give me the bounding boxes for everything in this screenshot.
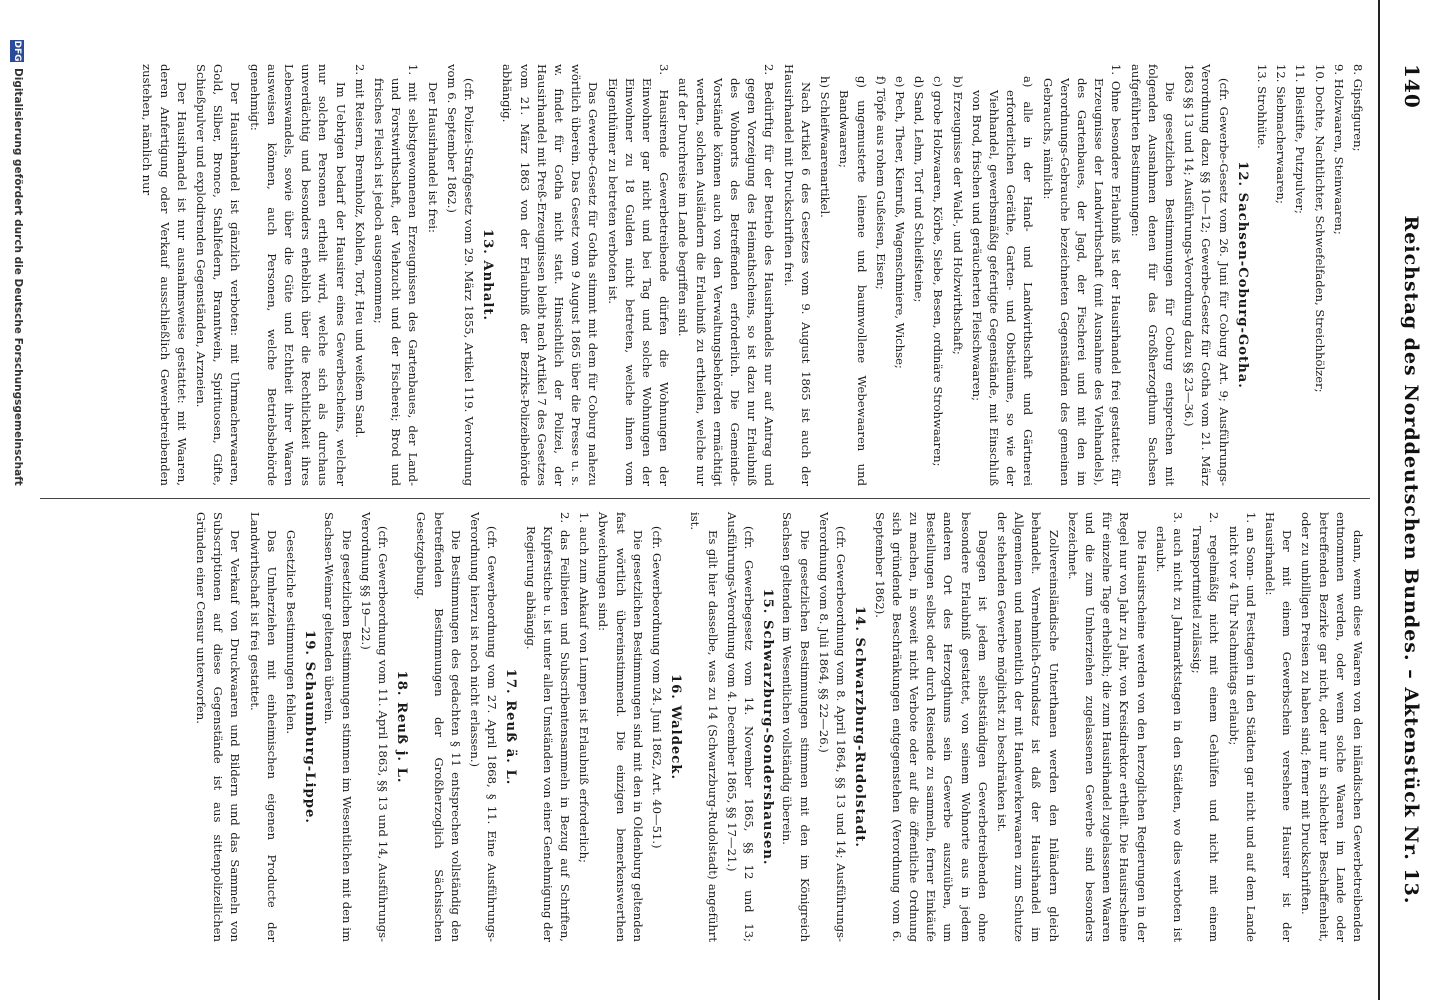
section-reference: (cfr. Gewerbe-Gesetz vom 26. Juni für Coburg Art. 9; Ausführungs-Verordnung dazu §§ 10—12; Gewerbe-Gesetz für Gotha vom 21. März 1863 §§ 13 und 14; Ausführungs-Verordnung dazu §§ 23—36.) bbox=[1182, 64, 1231, 486]
section-title-14: 14. Schwarzburg-Rudolstadt. bbox=[852, 606, 868, 848]
section-reference: (cfr. Gewerbeordnung vom 11. April 1863, §§ 13 und 14, Ausführungs-Verordnung §§ 19—22.) bbox=[358, 512, 391, 942]
list-item: 11. Bleistifte, Putzpulver; bbox=[1293, 64, 1308, 214]
paragraph: Die Bestimmungen des gedachten § 11 entsprechen vollständig den betreffenden Bestimmungen der Großherzoglich Sächsischen Gesetzgebung. bbox=[414, 512, 463, 942]
list-item: 12. Siebmacherwaaren; bbox=[1274, 64, 1289, 204]
list-item: 2. regelmäßig nicht mit einem Gehülfen und nicht mit einem Transportmittel zulässig; bbox=[1190, 512, 1222, 942]
sub-item: g) ungemusterte leinene und baumwollene Webewaaren und Bandwaaren; bbox=[837, 76, 869, 486]
sub-item: h) Schleifwaarenartikel. bbox=[818, 76, 833, 218]
list-item: 9. Holzwaaren, Steinwaaren; bbox=[1331, 64, 1346, 235]
paragraph: Nach Artikel 6 des Gesetzes vom 9. August 1865 ist auch der Hausirhandel mit Druckschriften frei. bbox=[781, 64, 813, 486]
sub-item: c) grobe Holzwaaren, Körbe, Siebe, Besen, ordinäre Strohwaaren; bbox=[931, 76, 946, 467]
section-reference: (cfr. Gewerbeordnung vom 27. April 1868, § 11. Eine Ausführungs-Verordnung hierzu ist noch nicht erlassen.) bbox=[468, 512, 500, 942]
paragraph: 2. Bedürftig für der Betrieb des Hausirhandels nur auf Antrag und gegen Vorzeigung des Heimathscheins, so ist dazu nur Erlaubniß des Wohnorts des Betreffenden erforderlich. Die Gemeinde-Vorstände können auch von den Verwaltungsbehörden ermächtigt werden, solchen Ausländern die Erlaubniß zu ertheilen, welche nur auf der Durchreise im Lande begriffen sind. bbox=[676, 64, 777, 486]
list-item: 3. auch nicht zu Jahrmarktstagen in den Städten, wo dies verboten ist erlaubt. bbox=[1153, 512, 1185, 942]
page-number: 140 bbox=[1400, 64, 1424, 109]
section-title-12: 12. Sachsen-Coburg-Gotha. bbox=[1234, 161, 1250, 389]
right-column bbox=[40, 512, 1366, 942]
list-item: 2. das Feilbieten und Subscribentensammeln in Bezug auf Schriften, Kupferstiche u. ist unter allen Umständen von einer Genehmigung der Regierung abhängig. bbox=[523, 512, 573, 942]
section-reference: (cfr. Gewerbegesetz vom 14. November 1865, §§ 12 und 13; Ausführungs-Verordnung vom 4. December 1865, §§ 17—21.) bbox=[724, 512, 757, 942]
section-title-15: 15. Schwarzburg-Sondershausen. bbox=[760, 588, 776, 866]
paragraph: 1. mit selbstgewonnenen Erzeugnissen des Gartenbaues, der Land- und Forstwirthschaft, der Viehzucht und der Fischerei; Brod und frisches Fleisch ist jedoch ausgenommen; bbox=[372, 64, 421, 486]
list-item: 13. Strohhüte. bbox=[1254, 64, 1269, 149]
left-column bbox=[40, 64, 1366, 486]
footer-text: Digitalisierung gefördert durch die Deutsche Forschungsgemeinschaft bbox=[12, 68, 24, 486]
section-title-13: 13. Anhalt. bbox=[480, 228, 496, 322]
paragraph: Der Hausirhandel ist gänzlich verboten: mit Uhrmacherwaaren, Gold, Silber, Bronce, Stahlfedern, Branntwein, Spirituosen, Gifte, Schießpulver und explodirenden Gegenständen, Arzneien. bbox=[194, 64, 243, 486]
running-title: Reichstag des Norddeutschen Bundes. – Aktenstück Nr. 13. bbox=[1400, 215, 1422, 905]
paragraph: Im Uebrigen bedarf der Hausirer eines Gewerbescheins, welcher nur solchen Personen ertheilt wird, welche sich als durchaus unverdächtig und besonders erheblich über die Rechtlichkeit ihres Lebenswandels, sowie über die Güte und Echtheit ihrer Waaren ausweisen können, auch Personen, welche Betriebsbehörde genehmigt: bbox=[247, 64, 348, 486]
paragraph: Der Hausirhandel ist nur ausnahmsweise gestattet: mit Waaren, deren Anfertigung oder Verkauf ausschließlich Gewerbetreibenden zustehen, nämlich nur bbox=[140, 64, 189, 486]
column-divider bbox=[40, 498, 1370, 499]
paragraph: Die Hausirscheine werden von den herzoglichen Regierungen in der Regel nur von Jahr zu Jahr, von Kreisdirektor ertheilt. Die Hausirscheine für einzelne Tage erheblich; die zum Hausirhandel zugelassenen Waaren und die zum Umherziehen zugelassenen Gewerbe sind besonders bezeichnet. bbox=[1065, 512, 1149, 942]
digitization-footer bbox=[2, 40, 28, 940]
paragraph: Die gesetzlichen Bestimmungen stimmen mit den im Königreich Sachsen geltenden im Wesentlichen vollständig überein. bbox=[780, 512, 812, 942]
section-title-19: 19. Schaumburg-Lippe. bbox=[302, 630, 318, 824]
paragraph: Die gesetzlichen Bestimmungen stimmen im Wesentlichen mit den im Sachsen-Weimar geltenden überein. bbox=[322, 512, 354, 942]
paragraph: Der Hausirhandel ist frei: bbox=[425, 82, 440, 233]
paragraph: Zollvereinsländische Unterthanen werden den Inländern gleich behandelt. Vernehmlich-Grundsatz ist daß der Hausirhandel im Allgemeinen und namentlich der mit Handwerkerwaaren zum Schutze der stehenden Gewerbe möglichst zu beschränken ist. bbox=[994, 512, 1061, 942]
section-reference: (cfr. Gewerbeordnung vom 24. Juni 1862, Art. 40—51.) bbox=[650, 526, 665, 849]
paragraph: Das Umherziehen mit einheimischen eigenen Producte der Landwirthschaft ist frei gestattet. bbox=[247, 512, 279, 942]
paragraph: 2. mit Reisern, Brennholz, Kohlen, Torf, Heu und weißem Sand. bbox=[352, 64, 367, 438]
list-item: 8. Gipsfiguren; bbox=[1351, 64, 1365, 152]
list-item: 1. an Sonn- und Festtagen in den Städten gar nicht und auf dem Lande nicht vor 4 Uhr Nachmittags erlaubt; bbox=[1226, 512, 1258, 942]
list-item: 1. auch zum Ankauf von Lumpen ist Erlaubniß erforderlich; bbox=[577, 512, 592, 863]
paragraph: Der mit einem Gewerbschein versehene Hausirer ist der Hausirhandel: bbox=[1262, 512, 1295, 942]
section-title-18: 18. Reuß j. L. bbox=[394, 670, 410, 784]
paragraph: Dagegen ist jedem selbstständigen Gewerbetreibenden ohne besondere Erlaubniß gestattet, von seinem Wohnorte aus in jedem anderen Ort des Herzogthums sein Gewerbe auszuüben, um Bestellungen selbst oder durch Reisende zu sammeln, ferner Einkäufe zu machen, in soweit nicht Verbote oder auf die öffentliche Ordnung sich gründende Beschränkungen entgegenstehen (Verordnung vom 6. September 1862). bbox=[872, 512, 990, 942]
paragraph: Es gilt hier dasselbe, was zu 14 (Schwarzburg-Rudolstadt) angeführt ist. bbox=[688, 512, 720, 942]
paragraph: 1. Ohne besondere Erlaubniß ist der Hausirhandel frei gestattet: für Erzeugnisse der Landwirthschaft (mit Ausnahme des Viehhandels), des Gartenbaues, der Jagd, der Fischerei und mit den im Verordnungs-Gebrauche bezeichneten Gegenständen des gemeinen Gebrauchs, nämlich: bbox=[1040, 64, 1124, 486]
dfg-logo: DFG bbox=[12, 40, 22, 62]
section-title-16: 16. Waldeck. bbox=[668, 673, 684, 781]
section-title-17: 17. Reuß ä. L. bbox=[503, 668, 519, 786]
page-header bbox=[1378, 0, 1432, 1000]
paragraph: Die gesetzlichen Bestimmungen sind mit den in Oldenburg geltenden fast wörtlich übereinstimmend. Die einzigen bemerkenswerthen Abweichungen sind: bbox=[596, 512, 645, 942]
list-item: 10. Dochte, Nachtlichter, Schwefelfaden, Streichhölzer; bbox=[1312, 64, 1327, 393]
sub-item: e) Pech, Theer, Kienruß, Wagenschmiere, Wichse; bbox=[892, 76, 907, 369]
section-reference: (cfr. Gewerbeordnung vom 8. April 1864, §§ 13 und 14; Ausführungs-Verordnung vom 8. Juli 1864, §§ 22—26.) bbox=[816, 512, 849, 942]
paragraph: Das Gewerbe-Gesetz für Gotha stimmt mit dem für Coburg nahezu wörtlich überein. Das Gesetz vom 9 August 1865 über die Presse u. s. w. findet für Gotha nicht statt. Hinsichtlich der Polizei, der Hausirhandel mit Preß-Erzeugnissen bleibt nach Artikel 7 des Gesetzes vom 21. März 1863 von der Erlaubniß der Bezirks-Polizeibehörde abhängig. bbox=[500, 64, 601, 486]
sub-item: b) Erzeugnisse der Wald-, und Holzwirthschaft; bbox=[950, 76, 965, 355]
paragraph: Der Verkauf von Druckwaaren und Bildern und das Sammeln von Subscriptionen auf diese Gegenstände ist aus sittenpolizeilichen Gründen einer Censur unterworfen. bbox=[194, 512, 243, 942]
paragraph: Die gesetzlichen Bestimmungen für Coburg entsprechen mit folgenden Ausnahmen denen für das Großherzogthum Sachsen aufgeführten Bestimmungen: bbox=[1128, 64, 1177, 486]
paragraph: dann, wenn diese Waaren von den inländischen Gewerbetreibenden entnommen werden, oder wenn solche Waaren im Lande oder betreffenden Bezirke gar nicht, oder nur in schlechter Beschaffenheit, oder zu unbilligen Preisen zu haben sind; ferner mit Druckschriften. bbox=[1299, 512, 1365, 942]
sub-item: d) Sand, Lehm, Torf und Schleifsteine; bbox=[912, 76, 927, 303]
section-reference: (cfr. Polizei-Strafgesetz vom 29. März 1855, Artikel 119. Verordnung vom 6. September 1862.) bbox=[444, 64, 477, 486]
paragraph: Gesetzliche Bestimmungen fehlen. bbox=[284, 530, 299, 735]
paragraph: 3. Hausirende Gewerbetreibende dürfen die Wohnungen der Einwohner gar nicht und bei Tag und solche Wohnungen der Einwohner zu 18 Gulden nicht betreten, welche ihnen vom Eigenthümer zu betreten verboten ist. bbox=[605, 64, 672, 486]
sub-item: a) alle in der Hand- und Landwirthschaft und Gärtnerei erforderlichen Geräthe, Garten- und Obstbäume, so wie der Viehhandel, gewerbsmäßig gefertigte Gegenstände, mit Einschluß von Brod, frischen und geräucherten Fleischwaaren; bbox=[969, 76, 1036, 486]
sub-item: f) Töpfe aus rohem Gußeisen, Eisen; bbox=[873, 76, 888, 290]
